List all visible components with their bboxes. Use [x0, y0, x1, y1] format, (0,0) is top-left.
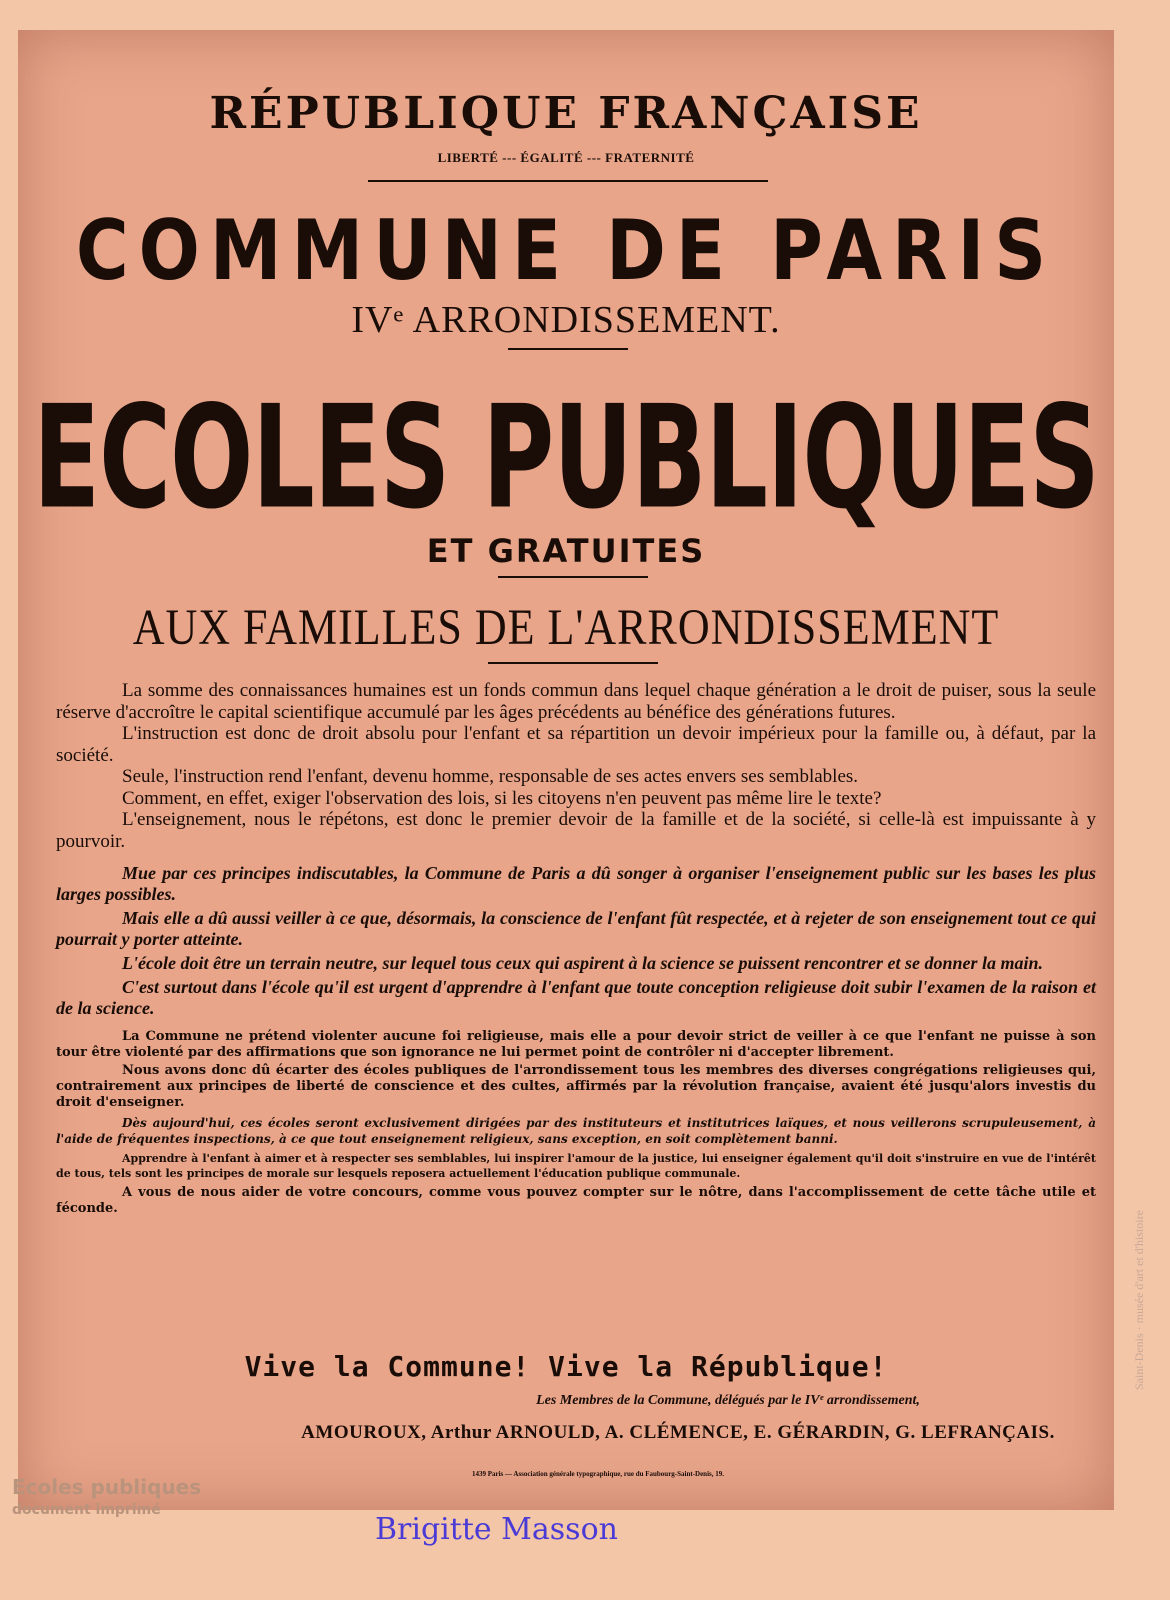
republic-heading: RÉPUBLIQUE FRANÇAISE — [209, 88, 923, 139]
paragraph: Apprendre à l'enfant à aimer et à respecter ses semblables, lui inspirer l'amour de la justice, lui enseigner également qu'il doit s'instruire en vue de l'intérêt de tous, tels sont les principes de morale sur lesquels reposera actuellement l'éducation publique communale. — [56, 1152, 1096, 1180]
paragraph: A vous de nous aider de votre concours, comme vous pouvez compter sur le nôtre, dans l'accomplissement de cette tâche utile et féconde. — [56, 1185, 1096, 1216]
poster-body — [56, 680, 1096, 1217]
poster — [18, 30, 1114, 1510]
small-italic-section — [56, 1115, 1096, 1147]
printer-imprint: 1439 Paris — Association générale typographique, rue du Faubourg-Saint-Denis, 19. — [471, 1470, 724, 1478]
address-heading: AUX FAMILLES DE L'ARRONDISSEMENT — [132, 599, 1000, 656]
paragraph: Seule, l'instruction rend l'enfant, devenu homme, responsable de ses actes envers ses semblables. — [122, 766, 859, 787]
paragraph: La somme des connaissances humaines est un fonds commun dans lequel chaque génération a le droit de puiser, sous la seule réserve d'accroître le capital scientifique accumulé par les âges précédents au bénéfice des générations futures. — [56, 680, 1096, 723]
divider — [488, 662, 658, 664]
caption-title: Ecoles publiques — [12, 1475, 202, 1499]
italic-section — [56, 863, 1096, 1019]
paragraph: Mue par ces principes indiscutables, la Commune de Paris a dû songer à organiser l'enseignement public sur les bases les plus larges possibles. — [56, 863, 1096, 904]
paragraph: L'école doit être un terrain neutre, sur lequel tous ceux qui aspirent à la science se puissent rencontrer et se donner la main. — [122, 953, 1044, 973]
paragraph: L'instruction est donc de droit absolu pour l'enfant et sa répartition un devoir impérieux pour la famille ou, à défaut, par la société. — [56, 723, 1096, 766]
side-credit: Saint-Denis · musée d'art et d'histoire — [1132, 1210, 1146, 1390]
caption-subtitle: document imprimé — [12, 1502, 161, 1518]
subtitle: ET GRATUITES — [426, 532, 706, 570]
divider — [498, 576, 648, 578]
main-title: ECOLES PUBLIQUES — [33, 376, 1099, 542]
members-line: Les Membres de la Commune, délégués par le IVᵉ arrondissement, — [536, 1393, 920, 1408]
motto: LIBERTÉ --- ÉGALITÉ --- FRATERNITÉ — [437, 150, 695, 165]
divider — [368, 180, 768, 182]
tiny-section — [56, 1151, 1096, 1181]
paragraph: Nous avons donc dû écarter des écoles publiques de l'arrondissement tous les membres des diverses congrégations religieuses qui, contrairement aux principes de liberté de conscience et des cultes, affirmés par la révolution française, avaient été jusqu'alors investis du droit d'enseigner. — [56, 1063, 1096, 1110]
paragraph: Mais elle a dû aussi veiller à ce que, désormais, la conscience de l'enfant fût respectée, et à rejeter de son enseignement tout ce qui pourrait y porter atteinte. — [56, 908, 1096, 949]
small-section — [56, 1029, 1096, 1111]
paragraph: C'est surtout dans l'école qu'il est urgent d'apprendre à l'enfant que toute conception religieuse doit subir l'examen de la raison et de la science. — [56, 977, 1096, 1018]
paragraph: Comment, en effet, exiger l'observation des lois, si les citoyens n'en peuvent pas même lire le texte? — [122, 787, 882, 809]
paragraph: La Commune ne prétend violenter aucune foi religieuse, mais elle a pour devoir strict de veiller à ce que l'enfant ne puisse à son tour être violenté par des affirmations que son ignorance ne lui permet point de contrôler ni d'accepter librement. — [56, 1029, 1096, 1060]
closing-section — [56, 1185, 1096, 1217]
paragraph: Dès aujourd'hui, ces écoles seront exclusivement dirigées par des instituteurs et institutrices laïques, et nous veillerons scrupuleusement, à l'aide de fréquentes inspections, à ce que tout enseignement religieux, sans exception, en soit complètement banni. — [56, 1116, 1096, 1146]
divider — [508, 348, 628, 350]
commune-heading: COMMUNE DE PARIS — [75, 202, 1057, 299]
arrondissement-heading: IVᵉ ARRONDISSEMENT. — [351, 299, 781, 341]
watermark-signature: Brigitte Masson — [375, 1512, 618, 1547]
vive-slogan: Vive la Commune! Vive la République! — [244, 1350, 888, 1383]
paragraph: L'enseignement, nous le répétons, est donc le premier devoir de la famille et de la société, si celle-là est impuissante à y pourvoir. — [56, 809, 1096, 852]
signatories: AMOUROUX, Arthur ARNOULD, A. CLÉMENCE, E. GÉRARDIN, G. LEFRANÇAIS. — [301, 1422, 1055, 1443]
